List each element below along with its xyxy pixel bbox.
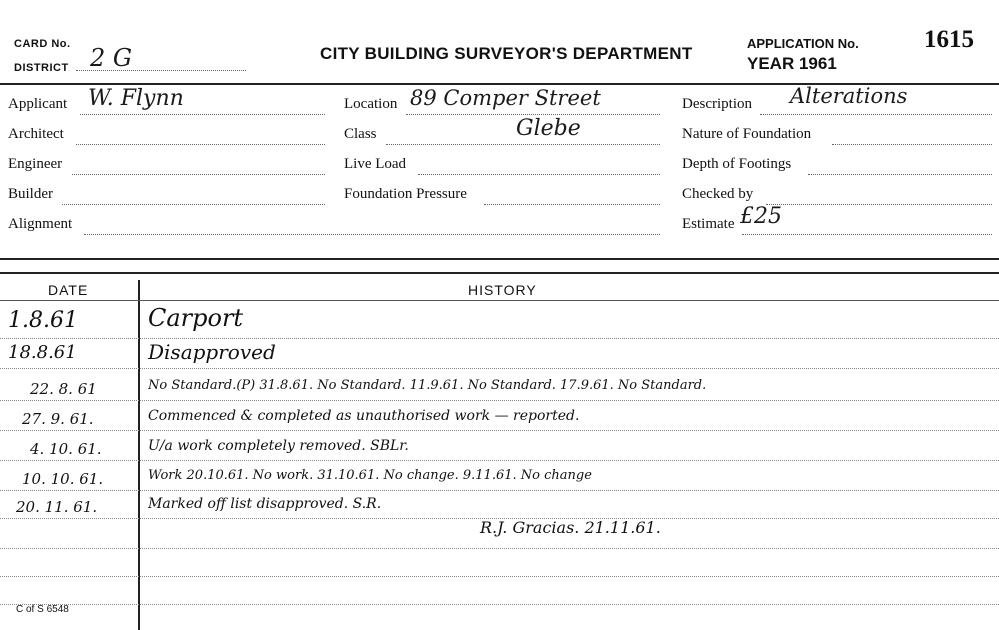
description-label: Description — [682, 96, 752, 112]
row-line — [0, 430, 999, 431]
builder-label: Builder — [8, 186, 53, 202]
history-date: 1.8.61 — [8, 308, 78, 333]
history-date: 22. 8. 61 — [30, 380, 97, 398]
nature-of-foundation-label: Nature of Foundation — [682, 126, 812, 142]
row-line — [0, 400, 999, 401]
class-label: Class — [344, 126, 377, 142]
applicant-dotline — [80, 114, 325, 115]
applicant-value: W. Flynn — [88, 86, 184, 111]
history-entry: U/a work completely removed. SBLr. — [148, 438, 409, 454]
applicant-label: Applicant — [8, 96, 68, 112]
description-value: Alterations — [790, 84, 908, 108]
alignment-dotline — [84, 234, 660, 235]
estimate-value: £25 — [740, 204, 782, 229]
history-entry: No Standard.(P) 31.8.61. No Standard. 11.9.61. No Standard. 17.9.61. No Standard. — [148, 378, 707, 393]
location-dotline — [406, 114, 660, 115]
history-date: 27. 9. 61. — [22, 410, 94, 428]
row-line — [0, 604, 999, 605]
row-line — [0, 460, 999, 461]
class-dotline — [386, 144, 660, 145]
history-header-rule — [0, 300, 999, 301]
history-entry: Carport — [148, 304, 244, 332]
row-line — [0, 368, 999, 369]
district-label: DISTRICT — [14, 62, 69, 74]
date-header: DATE — [48, 282, 89, 298]
depth-of-footings-label: Depth of Footings — [682, 156, 792, 172]
signature: R.J. Gracias. 21.11.61. — [480, 518, 661, 537]
live-load-dotline — [418, 174, 660, 175]
history-top-divider — [0, 258, 999, 260]
builder-dotline — [62, 204, 325, 205]
engineer-label: Engineer — [8, 156, 63, 172]
application-number: 1615 — [924, 26, 974, 53]
location-value: 89 Comper Street — [410, 86, 601, 110]
row-line — [0, 338, 999, 339]
location-label: Location — [344, 96, 398, 112]
description-dotline — [760, 114, 992, 115]
history-date: 10. 10. 61. — [22, 470, 104, 488]
alignment-label: Alignment — [8, 216, 73, 232]
application-no-label: APPLICATION No. — [747, 36, 859, 51]
architect-label: Architect — [8, 126, 64, 142]
year-label: YEAR 1961 — [747, 54, 837, 73]
history-entry: Commenced & completed as unauthorised work — reported. — [148, 408, 580, 424]
history-entry: Disapproved — [148, 340, 276, 364]
architect-dotline — [76, 144, 325, 145]
foundation-pressure-label: Foundation Pressure — [344, 186, 467, 202]
history-date: 20. 11. 61. — [16, 498, 98, 516]
row-line — [0, 576, 999, 577]
checked-by-label: Checked by — [682, 186, 754, 202]
class-value: Glebe — [516, 116, 581, 141]
foundation-pressure-dotline — [484, 204, 660, 205]
row-line — [0, 548, 999, 549]
nature-of-foundation-dotline — [832, 144, 992, 145]
engineer-dotline — [72, 174, 325, 175]
history-date: 18.8.61 — [8, 342, 77, 363]
form-code: C of S 6548 — [16, 604, 69, 615]
district-dotline — [76, 70, 246, 71]
estimate-label: Estimate — [682, 216, 735, 232]
department-title: CITY BUILDING SURVEYOR'S DEPARTMENT — [320, 44, 693, 63]
history-date: 4. 10. 61. — [30, 440, 102, 458]
date-column-divider — [138, 280, 140, 630]
history-entry: Work 20.10.61. No work. 31.10.61. No change. 9.11.61. No change — [148, 468, 592, 483]
history-top-divider-2 — [0, 272, 999, 274]
row-line — [0, 490, 999, 491]
district-value: 2 G — [90, 44, 133, 72]
history-entry: Marked off list disapproved. S.R. — [148, 496, 382, 512]
estimate-dotline — [742, 234, 992, 235]
live-load-label: Live Load — [344, 156, 407, 172]
history-header: HISTORY — [468, 282, 537, 298]
checked-by-dotline — [766, 204, 992, 205]
depth-of-footings-dotline — [808, 174, 992, 175]
card-no-label: CARD No. — [14, 38, 71, 50]
